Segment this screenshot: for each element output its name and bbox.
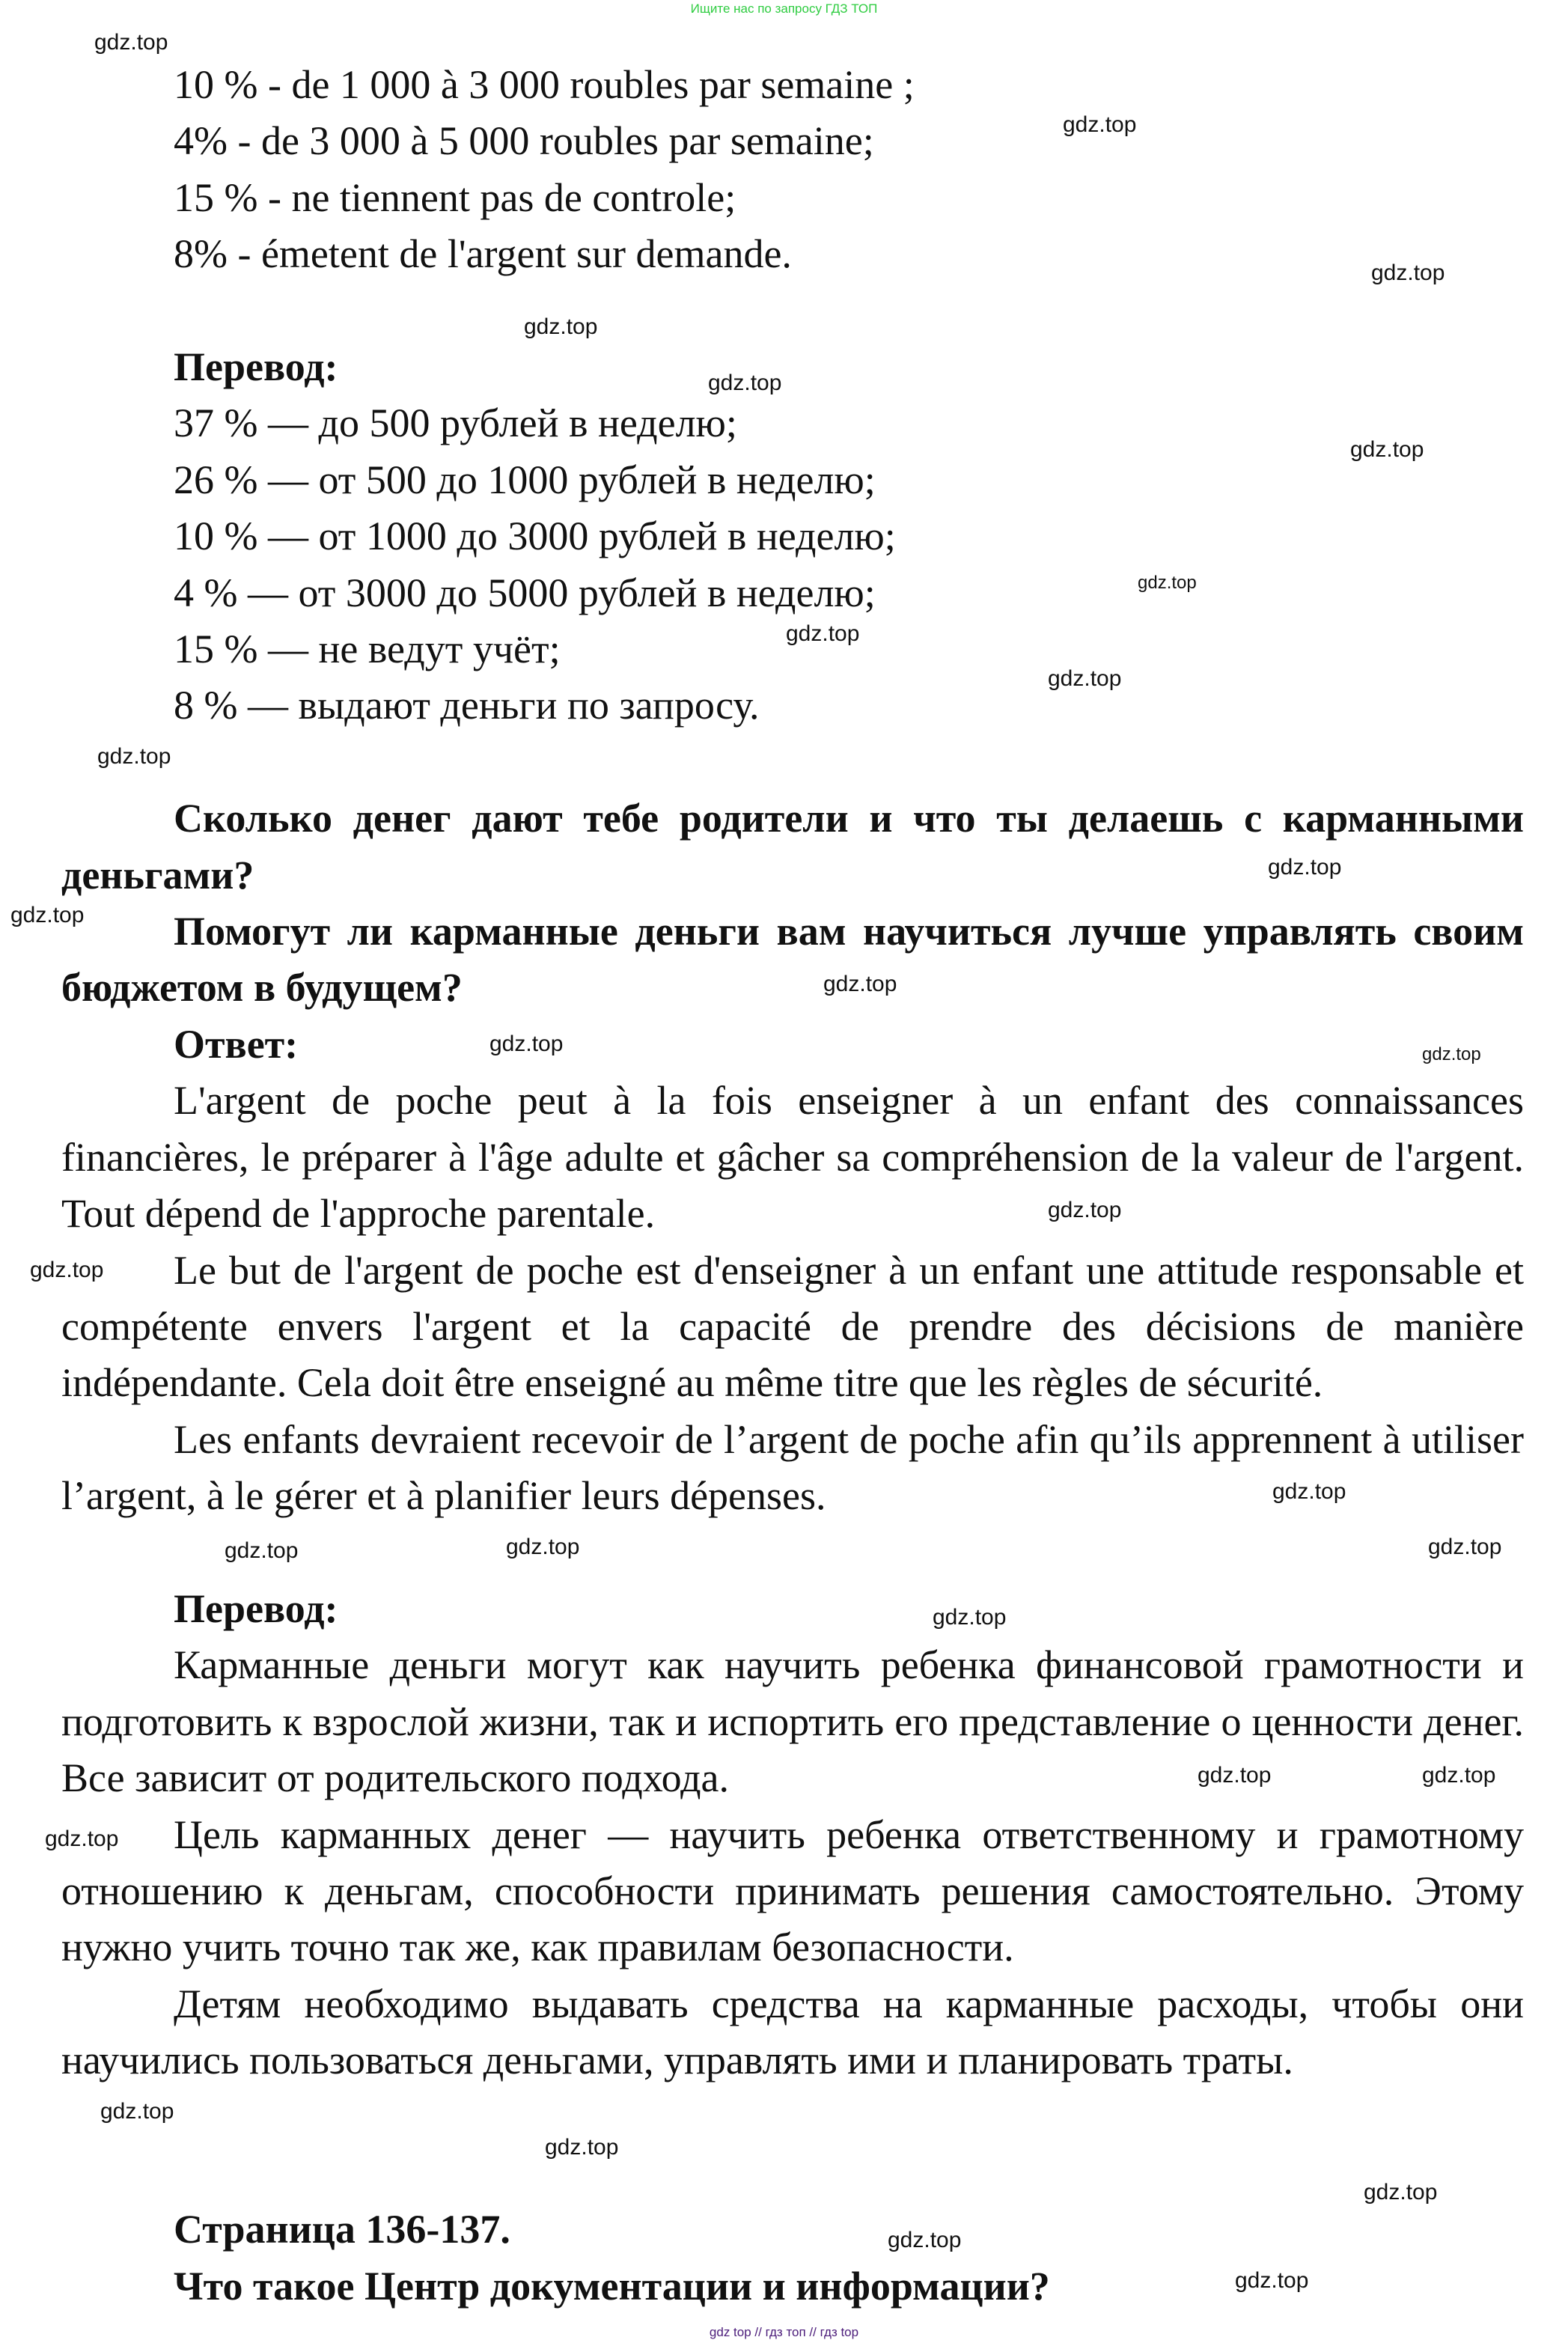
french-stat: 15 % - ne tiennent pas de controle; <box>174 174 736 220</box>
document-body <box>61 57 1524 2315</box>
watermark: gdz.top <box>489 1032 564 1056</box>
watermark: gdz.top <box>1422 1044 1481 1064</box>
watermark: gdz.top <box>1371 260 1445 285</box>
answer-heading: Ответ: <box>174 1021 299 1067</box>
russian-stat: 15 % — не ведут учёт; <box>174 627 561 672</box>
watermark: gdz.top <box>94 30 168 55</box>
translation-paragraph: Цель карманных денег — научить ребенка ответственному и грамотному отношению к деньгам, способности принимать решения самостоятельно. Этому нужно учить точно так же, как правилам безопасности. <box>61 1812 1524 1970</box>
translation-paragraph: Карманные деньги могут как научить ребенка финансовой грамотности и подготовить к взрослой жизни, так и испортить его представление о ценности денег. Все зависит от родительского подхода. <box>61 1642 1524 1801</box>
page-heading: Страница 136-137. <box>174 2207 510 2252</box>
question: Помогут ли карманные деньги вам научиться лучше управлять своим бюджетом в будущем? <box>61 909 1524 1011</box>
watermark: gdz.top <box>1235 2268 1309 2293</box>
russian-stat: 8 % — выдают деньги по запросу. <box>174 683 760 728</box>
watermark: gdz.top <box>10 903 85 927</box>
watermark: gdz.top <box>1048 666 1122 691</box>
watermark: gdz.top <box>1138 573 1197 593</box>
watermark: gdz.top <box>100 2099 174 2124</box>
french-stat: 4% - de 3 000 à 5 000 roubles par semaine; <box>174 118 874 164</box>
watermark: gdz.top <box>1198 1763 1272 1788</box>
watermark: gdz.top <box>524 314 598 339</box>
watermark: gdz.top <box>97 744 171 769</box>
russian-stat: 4 % — от 3000 до 5000 рублей в неделю; <box>174 570 876 615</box>
search-banner[interactable]: Ищите нас по запросу ГДЗ ТОП <box>690 1 878 16</box>
russian-stat: 10 % — от 1000 до 3000 рублей в неделю; <box>174 514 896 559</box>
watermark: gdz.top <box>708 371 782 395</box>
footer-links[interactable]: gdz top // гдз топ // гдз top <box>709 2325 859 2339</box>
watermark: gdz.top <box>30 1258 104 1282</box>
watermark: gdz.top <box>1422 1763 1496 1788</box>
watermark: gdz.top <box>45 1826 119 1851</box>
watermark: gdz.top <box>225 1538 299 1563</box>
watermark: gdz.top <box>888 2228 962 2252</box>
watermark: gdz.top <box>823 972 897 996</box>
french-stat: 8% - émetent de l'argent sur demande. <box>174 231 792 277</box>
watermark: gdz.top <box>1063 112 1137 137</box>
watermark: gdz.top <box>1364 2180 1438 2205</box>
translation-paragraph: Детям необходимо выдавать средства на карманные расходы, чтобы они научились пользоваться деньгами, управлять ими и планировать траты. <box>61 1981 1524 2083</box>
watermark: gdz.top <box>1350 437 1424 462</box>
translation-heading: Перевод: <box>174 1585 338 1631</box>
answer-paragraph: L'argent de poche peut à la fois enseigner à un enfant des connaissances financières, le préparer à l'âge adulte et gâcher sa compréhension de la valeur de l'argent. Tout dépend de l'approche parentale. <box>61 1078 1524 1237</box>
next-question: Что такое Центр документации и информации? <box>174 2263 1050 2309</box>
watermark: gdz.top <box>1272 1479 1346 1504</box>
watermark: gdz.top <box>1268 855 1342 880</box>
watermark: gdz.top <box>506 1535 580 1559</box>
question: Сколько денег дают тебе родители и что ты делаешь с карманными деньгами? <box>61 796 1524 898</box>
french-stat: 10 % - de 1 000 à 3 000 roubles par semaine ; <box>174 62 915 107</box>
watermark: gdz.top <box>1048 1198 1122 1222</box>
russian-stat: 26 % — от 500 до 1000 рублей в неделю; <box>174 457 876 502</box>
watermark: gdz.top <box>1428 1535 1502 1559</box>
watermark: gdz.top <box>786 621 860 646</box>
answer-paragraph: Les enfants devraient recevoir de l’argent de poche afin qu’ils apprennent à utiliser l’argent, à le gérer et à planifier leurs dépenses. <box>61 1416 1524 1519</box>
translation-heading: Перевод: <box>174 344 338 390</box>
watermark: gdz.top <box>545 2135 619 2160</box>
watermark: gdz.top <box>933 1605 1007 1630</box>
answer-paragraph: Le but de l'argent de poche est d'enseigner à un enfant une attitude responsable et compétente envers l'argent et la capacité de prendre des décisions de manière indépendante. Cela doit être enseigné au même titre que les règles de sécurité. <box>61 1247 1524 1406</box>
russian-stat: 37 % — до 500 рублей в неделю; <box>174 400 737 446</box>
